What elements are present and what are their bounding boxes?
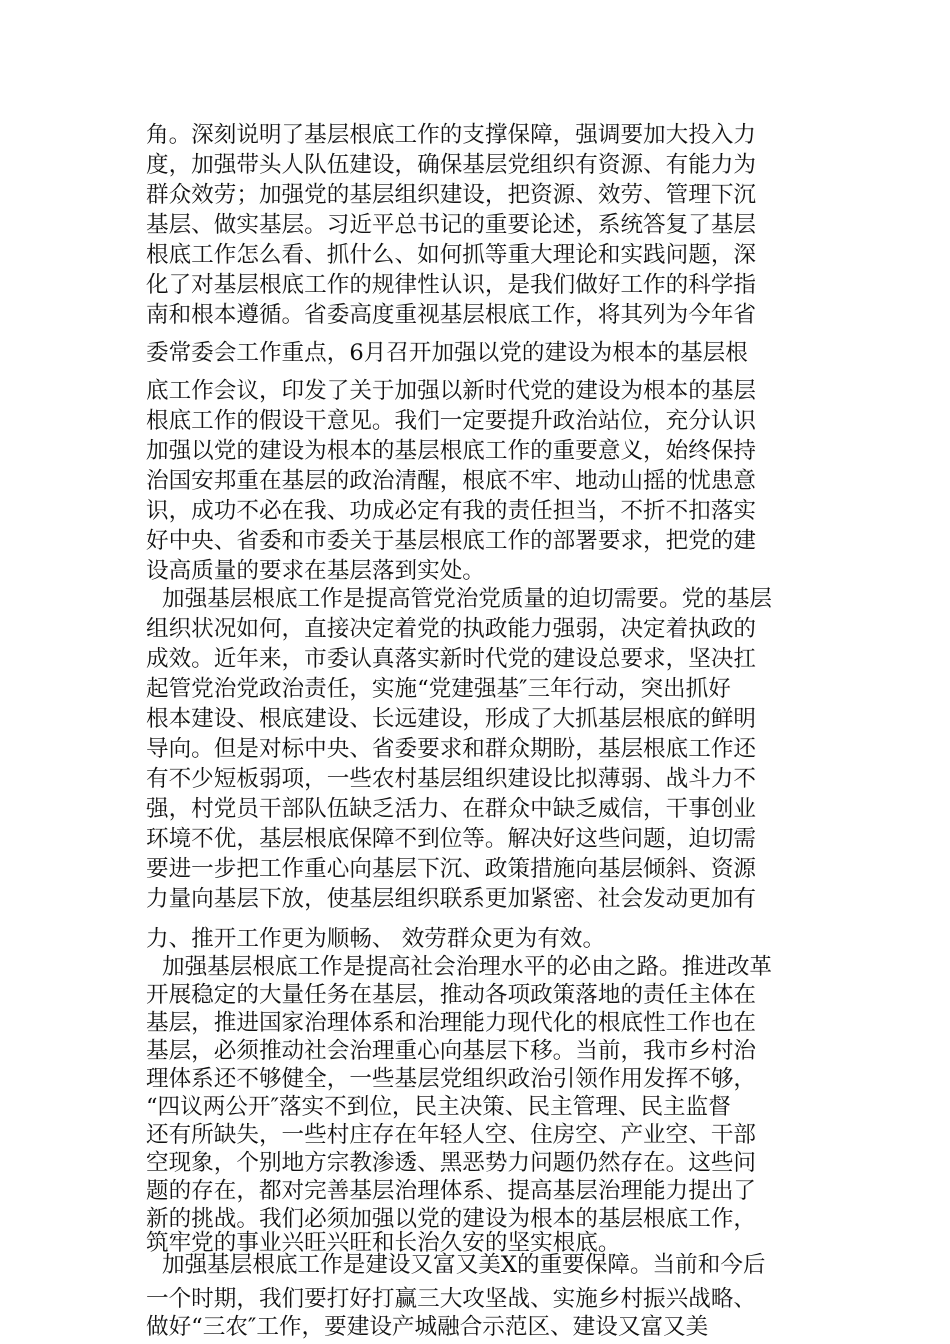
text-line: 识，成功不必在我、功成必定有我的责任担当，不折不扣落实 <box>146 498 757 524</box>
text-line: 化了对基层根底工作的规律性认识，是我们做好工作的科学指 <box>146 272 757 298</box>
text-line: 加强以党的建设为根本的基层根底工作的重要意义，始终保持 <box>146 438 757 464</box>
text-line: 成效。近年来，市委认真落实新时代党的建设总要求，坚决扛 <box>146 646 757 672</box>
text-line: 一个时期，我们要打好打赢三大攻坚战、实施乡村振兴战略、 <box>146 1286 757 1312</box>
text-line: 力、推开工作更为顺畅、 效劳群众更为有效。 <box>146 926 606 952</box>
paragraph-first-line: 加强基层根底工作是提高管党治党质量的迫切需要。党的基层 <box>162 586 773 612</box>
text-line: 强，村党员干部队伍缺乏活力、在群众中缺乏威信，干事创业 <box>146 796 757 822</box>
text-line: 要进一步把工作重心向基层下沉、政策措施向基层倾斜、资源 <box>146 856 757 882</box>
text-line: 组织状况如何，直接决定着党的执政能力强弱，决定着执政的 <box>146 616 757 642</box>
text-line: 理体系还不够健全，一些基层党组织政治引领作用发挥不够， <box>146 1066 757 1092</box>
text-line: 开展稳定的大量任务在基层，推动各项政策落地的责任主体在 <box>146 982 757 1008</box>
text-line: 题的存在，都对完善基层治理体系、提高基层治理能力提出了 <box>146 1178 757 1204</box>
text-line: 好中央、省委和市委关于基层根底工作的部署要求，把党的建 <box>146 528 757 554</box>
text-line: 导向。但是对标中央、省委要求和群众期盼，基层根底工作还 <box>146 736 757 762</box>
text-line: 基层，推进国家治理体系和治理能力现代化的根底性工作也在 <box>146 1010 757 1036</box>
text-line: 根底工作怎么看、抓什么、如何抓等重大理论和实践问题，深 <box>146 242 757 268</box>
text-line: 根底工作的假设干意见。我们一定要提升政治站位，充分认识 <box>146 408 757 434</box>
text-line: 起管党治党政治责任，实施“党建强基″三年行动，突出抓好 <box>146 676 731 702</box>
text-line: 还有所缺失，一些村庄存在年轻人空、住房空、产业空、干部 <box>146 1122 757 1148</box>
text-line: 环境不优，基层根底保障不到位等。解决好这些问题，迫切需 <box>146 826 757 852</box>
text-line: 新的挑战。我们必须加强以党的建设为根本的基层根底工作， <box>146 1206 757 1232</box>
text-line: 力量向基层下放，使基层组织联系更加紧密、社会发动更加有 <box>146 886 757 912</box>
text-line: 度，加强带头人队伍建设，确保基层党组织有资源、有能力为 <box>146 152 757 178</box>
text-line: 南和根本遵循。省委高度重视基层根底工作，将其列为今年省 <box>146 302 757 328</box>
text-line: 群众效劳；加强党的基层组织建设，把资源、效劳、管理下沉 <box>146 182 757 208</box>
text-line: 角。深刻说明了基层根底工作的支撑保障，强调要加大投入力 <box>146 122 757 148</box>
text-line: 有不少短板弱项，一些农村基层组织建设比拟薄弱、战斗力不 <box>146 766 757 792</box>
text-line: 做好“三农″工作，要建设产城融合示范区、建设又富又美 <box>146 1314 709 1340</box>
text-line: “四议两公开″落实不到位，民主决策、民主管理、民主监督 <box>146 1094 731 1120</box>
text-line: 根本建设、根底建设、长远建设，形成了大抓基层根底的鲜明 <box>146 706 757 732</box>
paragraph-first-line: 加强基层根底工作是建设又富又美X的重要保障。当前和今后 <box>162 1252 766 1278</box>
text-line: 治国安邦重在基层的政治清醒，根底不牢、地动山摇的忧患意 <box>146 468 757 494</box>
text-line: 基层，必须推动社会治理重心向基层下移。当前，我市乡村治 <box>146 1038 757 1064</box>
text-line: 设高质量的要求在基层落到实处。 <box>146 558 485 584</box>
text-line: 筑牢党的事业兴旺兴旺和长治久安的坚实根底。 <box>146 1230 621 1256</box>
text-line: 空现象，个别地方宗教渗透、黑恶势力问题仍然存在。这些问 <box>146 1150 757 1176</box>
paragraph-first-line: 加强基层根底工作是提高社会治理水平的必由之路。推进改革 <box>162 954 773 980</box>
text-line: 底工作会议，印发了关于加强以新时代党的建设为根本的基层 <box>146 378 757 404</box>
text-line: 基层、做实基层。习近平总书记的重要论述，系统答复了基层 <box>146 212 757 238</box>
text-line: 委常委会工作重点，6月召开加强以党的建设为根本的基层根 <box>146 340 748 366</box>
